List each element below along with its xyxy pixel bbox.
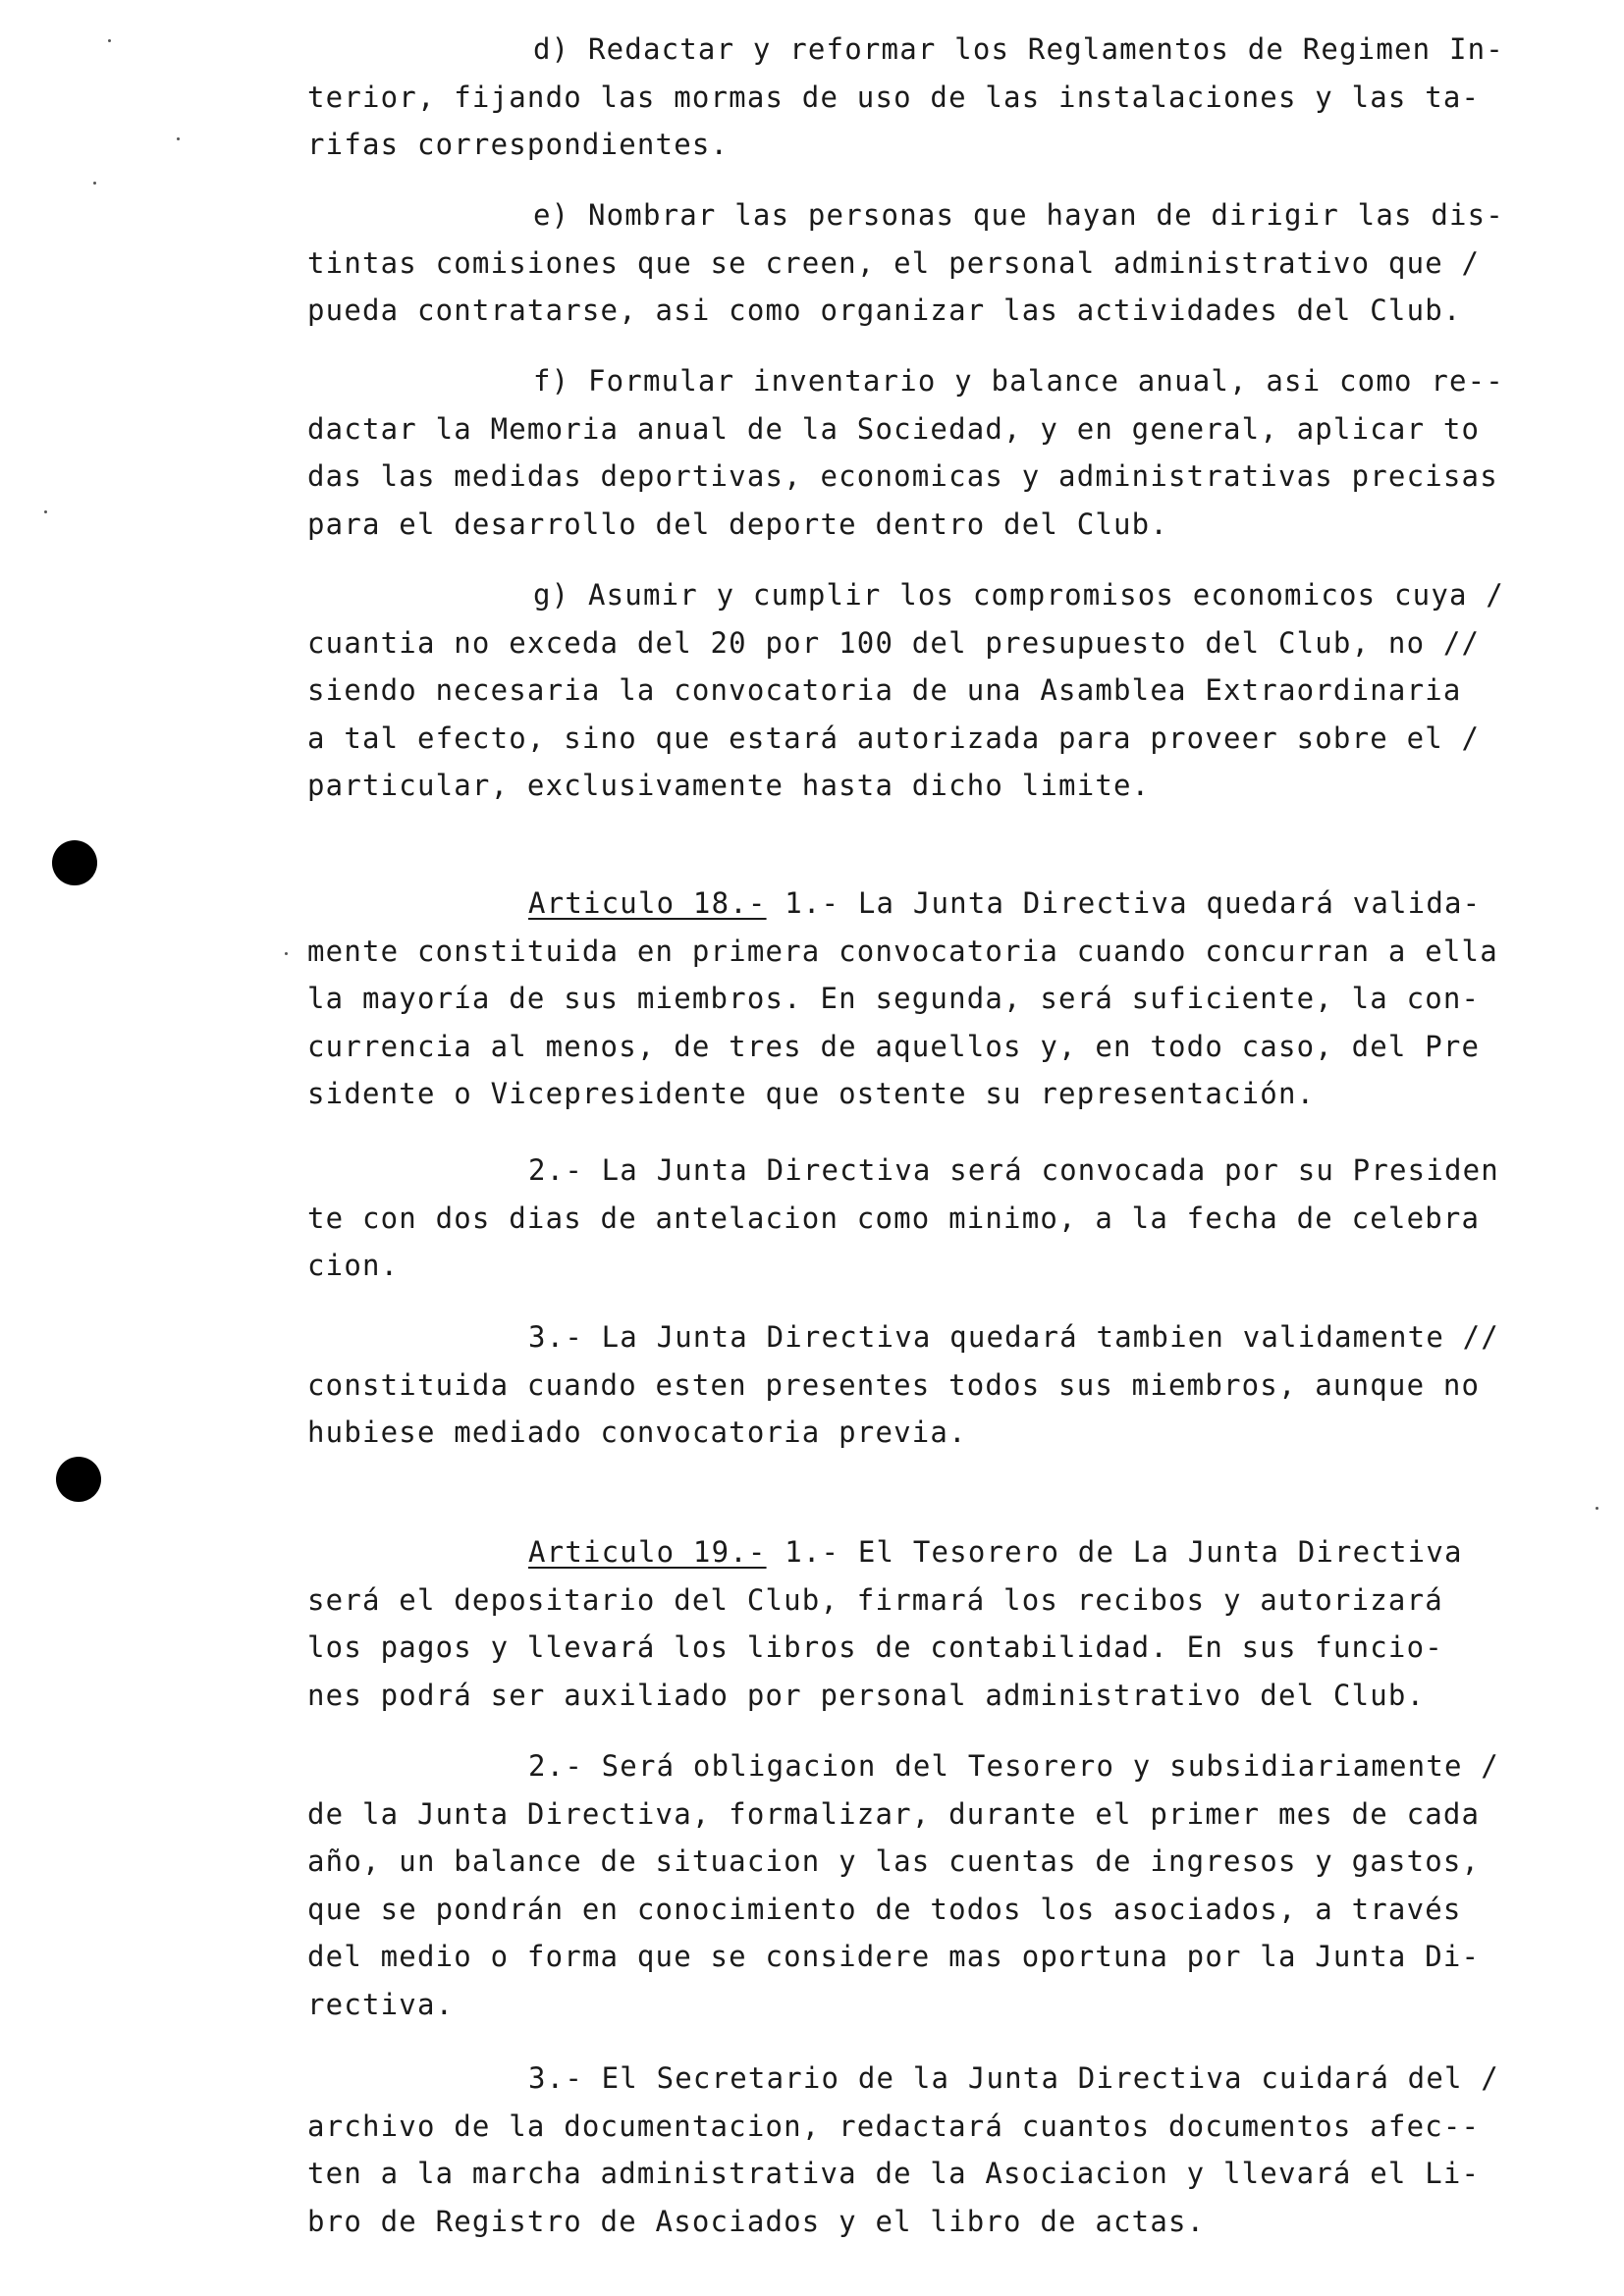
scan-speck	[285, 952, 288, 955]
text-line: será el depositario del Club, firmará los recibos y autorizará	[307, 1582, 1443, 1617]
text-fragment: 1.- La Junta Directiva quedará valida-	[766, 886, 1482, 920]
paragraph-f	[307, 357, 1594, 548]
text-line: sidente o Vicepresidente que ostente su representación.	[307, 1077, 1316, 1110]
article-19-paragraph-3	[307, 2055, 1594, 2245]
text-line: dactar la Memoria anual de la Sociedad, y en general, aplicar to	[307, 411, 1481, 446]
paragraph-g	[307, 571, 1594, 810]
text-line: rectiva.	[307, 1987, 455, 2021]
paragraph-e	[307, 191, 1594, 335]
text-line: siendo necesaria la convocatoria de una Asamblea Extraordinaria	[307, 673, 1462, 707]
text-line: particular, exclusivamente hasta dicho limite.	[307, 769, 1151, 802]
article-19-paragraph-2	[307, 1742, 1594, 2028]
article-18-paragraph-3	[307, 1313, 1594, 1457]
text-line: tintas comisiones que se creen, el personal administrativo que /	[307, 245, 1481, 280]
scan-speck	[1596, 1507, 1598, 1510]
text-line: que se pondrán en conocimiento de todos los asociados, a través	[307, 1892, 1462, 1926]
scan-speck	[93, 182, 96, 185]
text-line: das las medidas deportivas, economicas y administrativas precisas	[307, 459, 1498, 493]
punch-hole-icon	[52, 840, 97, 885]
text-line: 3.- La Junta Directiva quedará tambien validamente //	[528, 1320, 1499, 1354]
text-line: f) Formular inventario y balance anual, asi como re--	[533, 364, 1504, 398]
text-line	[307, 1528, 1594, 1576]
text-line: mente constituida en primera convocatoria cuando concurran a ella	[307, 934, 1498, 968]
text-line: para el desarrollo del deporte dentro del Club.	[307, 507, 1168, 541]
text-line: cion.	[307, 1249, 400, 1282]
text-line: año, un balance de situacion y las cuentas de ingresos y gastos,	[307, 1844, 1481, 1878]
article-19-paragraph-1	[307, 1528, 1594, 1719]
article-18-paragraph-1	[307, 880, 1594, 1118]
text-line: constituida cuando esten presentes todos sus miembros, aunque no	[307, 1367, 1481, 1402]
article-18-paragraph-2	[307, 1147, 1594, 1290]
text-line: cuantia no exceda del 20 por 100 del presupuesto del Club, no //	[307, 625, 1481, 660]
text-line: 3.- El Secretario de la Junta Directiva cuidará del /	[528, 2061, 1499, 2095]
text-line: d) Redactar y reformar los Reglamentos de Regimen In-	[533, 32, 1504, 66]
text-line: hubiese mediado convocatoria previa.	[307, 1415, 967, 1449]
text-line: pueda contratarse, asi como organizar las actividades del Club.	[307, 294, 1462, 327]
text-line: ten a la marcha administrativa de la Asociacion y llevará el Li-	[307, 2157, 1481, 2190]
text-line: del medio o forma que se considere mas oportuna por la Junta Di-	[307, 1940, 1481, 1973]
punch-hole-icon	[56, 1457, 101, 1502]
article-19-title: Articulo 19.-	[528, 1535, 767, 1569]
text-line: archivo de la documentacion, redactará cuantos documentos afec--	[307, 2109, 1481, 2143]
paragraph-d	[307, 26, 1594, 169]
scan-speck	[177, 137, 180, 140]
text-line: a tal efecto, sino que estará autorizada para proveer sobre el /	[307, 721, 1481, 755]
text-line	[307, 880, 1594, 928]
text-line: la mayoría de sus miembros. En segunda, será suficiente, la con-	[307, 982, 1481, 1015]
text-line: 2.- La Junta Directiva será convocada por su Presiden	[528, 1153, 1499, 1187]
text-line: e) Nombrar las personas que hayan de dirigir las dis-	[533, 198, 1504, 232]
text-line: los pagos y llevará los libros de contabilidad. En sus funcio-	[307, 1630, 1443, 1664]
text-line: 2.- Será obligacion del Tesorero y subsidiariamente /	[528, 1749, 1499, 1783]
text-line: terior, fijando las mormas de uso de las instalaciones y las ta-	[307, 80, 1481, 114]
text-line: g) Asumir y cumplir los compromisos economicos cuya /	[533, 578, 1504, 612]
scan-speck	[44, 510, 47, 513]
text-line: nes podrá ser auxiliado por personal administrativo del Club.	[307, 1678, 1426, 1712]
text-line: te con dos dias de antelacion como minimo, a la fecha de celebra	[307, 1201, 1481, 1235]
text-line: currencia al menos, de tres de aquellos y, en todo caso, del Pre	[307, 1029, 1481, 1063]
article-18-title: Articulo 18.-	[528, 886, 767, 920]
text-fragment: 1.- El Tesorero de La Junta Directiva	[766, 1535, 1463, 1569]
text-line: rifas correspondientes.	[307, 128, 730, 161]
text-line: de la Junta Directiva, formalizar, durante el primer mes de cada	[307, 1796, 1481, 1831]
scan-speck	[108, 39, 111, 42]
text-line: bro de Registro de Asociados y el libro de actas.	[307, 2204, 1206, 2238]
